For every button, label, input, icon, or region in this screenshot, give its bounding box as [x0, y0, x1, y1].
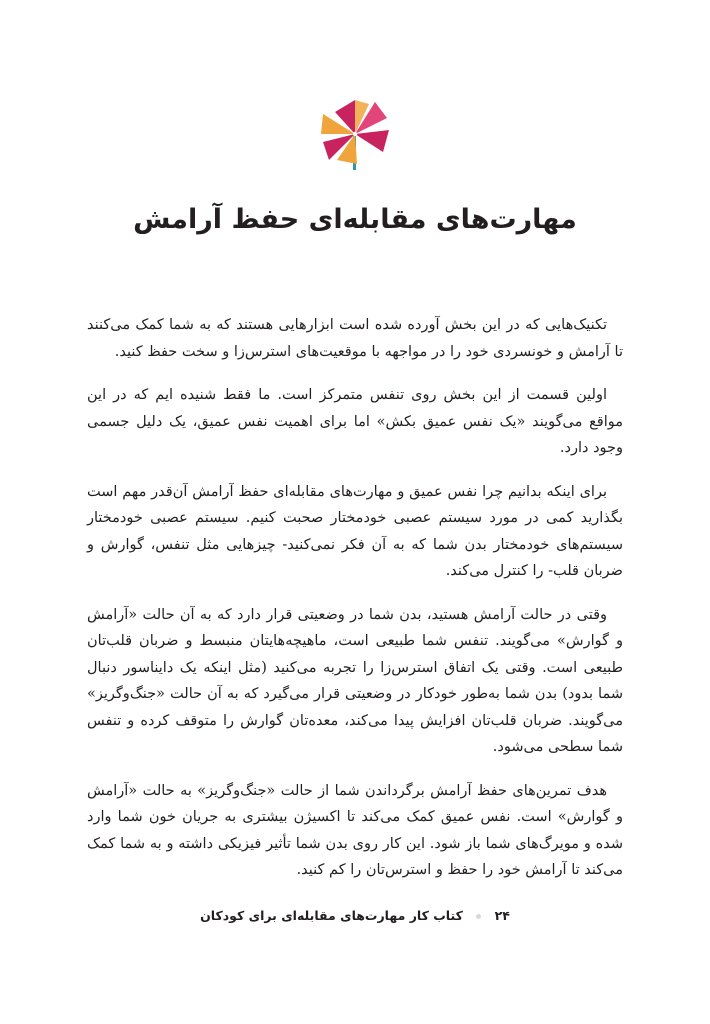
paragraph: تکنیک‌هایی که در این بخش آورده شده است ابزارهایی هستند که به شما کمک می‌کنند تا آرامش و خونسردی خود را در مواجهه با موقعیت‌های استرس‌زا و سخت حفظ کنید.: [87, 317, 623, 360]
book-title: کتاب کار مهارت‌های مقابله‌ای برای کودکان: [200, 908, 463, 923]
pinwheel-icon: [319, 96, 391, 172]
page-number: ۲۴: [494, 908, 510, 923]
paragraph: برای اینکه بدانیم چرا نفس عمیق و مهارت‌های مقابله‌ای حفظ آرامش آن‌قدر مهم است بگذارید کمی در مورد سیستم عصبی خودمختار صحبت کنیم. سیستم عصبی خودمختار سیستم‌های خودمختار بدن شما که به آن فکر نمی‌کنید- چیزهایی مثل تنفس، گوارش و ضربان قلب- را کنترل می‌کند.: [87, 483, 623, 579]
paragraph: وقتی در حالت آرامش هستید، بدن شما در وضعیتی قرار دارد که به آن حالت «آرامش و گوارش» می‌گویند. تنفس شما طبیعی است، ماهیچه‌هایتان منبسط و ضربان قلب‌تان طبیعی است. وقتی یک اتفاق استرس‌زا را تجربه می‌کنید (مثل اینکه یک دایناسور دنبال شما بدود) بدن شما به‌طور خودکار در وضعیتی قرار می‌گیرد که به آن حالت «جنگ‌وگریز» می‌گویند. ضربان قلب‌تان افزایش پیدا می‌کند، معده‌تان گوارش را متوقف کرده و تنفس شما سطحی می‌شود.: [87, 606, 623, 755]
page-footer: [0, 908, 710, 923]
body-text: [87, 312, 623, 901]
page-title: مهارت‌های مقابله‌ای حفظ آرامش: [133, 204, 577, 235]
footer-separator: [476, 914, 481, 919]
paragraph: هدف تمرین‌های حفظ آرامش برگرداندن شما از حالت «جنگ‌وگریز» به حالت «آرامش و گوارش» است. نفس عمیق کمک می‌کند تا اکسیژن بیشتری به جریان خون شما وارد شده و مویرگ‌های شما باز شود. این کار روی بدن شما تأثیر فیزیکی داشته و به شما کمک می‌کند تا آرامش خود را حفظ و استرس‌تان را کم کنید.: [87, 782, 623, 878]
paragraph: اولین قسمت از این بخش روی تنفس متمرکز است. ما فقط شنیده ایم که در این مواقع می‌گویند «یک نفس عمیق بکش» اما برای اهمیت نفس عمیق، یک دلیل جسمی وجود دارد.: [87, 387, 623, 456]
